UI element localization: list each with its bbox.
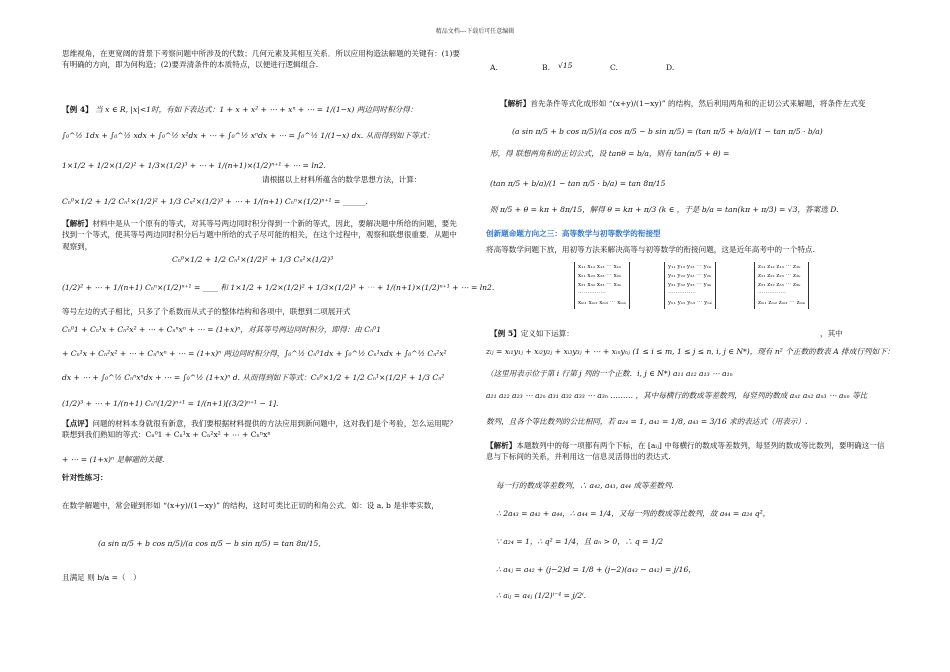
right-solution2-line3: ∴ 2a₄₃ = a₄₂ + a₄₄，∴ a₄₄ = 1/4，又每一列的数成等比数列，故 a₄₄ = a₂₄ q²， xyxy=(496,509,771,518)
practice-line2: (a sin π/5 + b cos π/5)/(a cos π/5 − b sin π/5) = tan 8π/15, xyxy=(98,539,321,548)
solution-line4: 等号左边的式子相比，只多了个系数而从式子的整体结构和各项中，联想到二项展开式 xyxy=(62,307,351,316)
matrix-y-row: y₁₁ y₁₂ y₁₃ ⋯ y₁ₖ xyxy=(668,264,712,270)
example-5-line3: （这里用表示位于第 i 行第 j 列的一个正数．i, j ∈ N*) a₁₁ a₁₂ a₁₃ ⋯ a₁ₙ xyxy=(486,369,733,378)
example-5-line4: a₂₁ a₂₂ a₂₃ ⋯ a₂ₙ a₃₁ a₃₂ a₃₃ ⋯ a₃ₙ ……… ，其中每横行的数成等差数列，每竖列的数成 aₙ₁ aₙ₂ aₙ₃ ⋯ aₙₙ 等比 xyxy=(486,391,868,400)
example-5-text: 定义如下运算： xyxy=(520,329,574,338)
matrix-y-row: ⋯⋯⋯⋯⋯ xyxy=(668,290,696,297)
matrix-x-row: x₃₁ x₃₂ x₃₃ ⋯ x₃ₙ xyxy=(578,281,622,288)
practice-line1: 在数学解题中，常会碰到形如 “(x+y)/(1−xy)” 的结构，这时可类比正切的和角公式．如：设 a, b 是非零实数， xyxy=(62,501,439,510)
right-solution2-block xyxy=(486,440,886,463)
right-solution-line5: 则 π/5 + θ = kπ + 8π/15，解得 θ = kπ + π/3 (k ∈ ，于是 b/a = tan(kπ + π/3) = √3，答案选 D. xyxy=(490,205,839,214)
solution-text: 材料中是从一个原有的等式，对其等号两边同时积分得到一个新的等式，因此，要解决题中所给的问题，要先找到一个等式，使其等号两边同时积分后与题中所给的式子尽可能的相关，在这个过程中，观察和联想很重要．从题中观察到， xyxy=(62,219,457,251)
example-4-line5: Cₙ⁰×1/2 + 1/2 Cₙ¹×(1/2)² + 1/3 Cₙ²×(1/2)³ + ⋯ + 1/(n+1) Cₙⁿ×(1/2)ⁿ⁺¹ = ______. xyxy=(62,197,368,206)
matrix-z xyxy=(754,262,809,309)
section-heading: 创新题命题方向之三：高等数学与初等数学的衔接型 xyxy=(486,229,661,238)
right-solution2-line2: 每一行的数成等差数列，∴ a₄₂, a₄₃, a₄₄ 成等差数列. xyxy=(496,481,674,490)
matrix-z-row: zₘ₁ zₘ₂ zₘ₃ ⋯ zₘₖ xyxy=(758,299,805,306)
example-4-tag: 【例 4】 xyxy=(62,105,93,114)
comment-tag: 【点评】 xyxy=(62,419,93,428)
right-solution2-line6: ∴ aᵢⱼ = a₄ⱼ (1/2)ⁱ⁻⁴ = j/2ⁱ. xyxy=(496,591,587,600)
example-4-line1 xyxy=(62,104,417,115)
right-solution2-line4: ∵ a₂₄ = 1，∴ q² = 1/4，且 aₙ > 0，∴ q = 1/2 xyxy=(496,537,664,546)
comment-text: 问题的材料本身就很有新意，我们要根据材料提供的方法应用到新问题中，这对我们是个考验，怎么运用呢？联想到我们熟知的等式：Cₙ⁰1 + Cₙ¹x + Cₙ²x² + ⋯ + Cₙⁿxⁿ xyxy=(62,419,457,440)
comment-line2: + ⋯ = (1+x)ⁿ 是解题的关键. xyxy=(62,455,165,464)
example-4-line2: ∫₀^½ 1dx + ∫₀^½ xdx + ∫₀^½ x²dx + ⋯ + ∫₀^½ xⁿdx + ⋯ = ∫₀^½ 1/(1−x) dx. 从而得到如下等式： xyxy=(62,131,434,140)
matrix-z-row: z₁₁ z₁₂ z₁₃ ⋯ z₁ₖ xyxy=(758,264,801,270)
right-solution2-tag: 【解析】 xyxy=(486,441,517,450)
right-solution-line3: 形，得 联想两角和的正切公式，设 tanθ = b/a，则有 tan(π/5 + θ) = xyxy=(490,149,730,158)
example-5-line5: 数列，且各个等比数列的公比相同，若 a₂₄ = 1, a₄₂ = 1/8, a₄₃ = 3/16 求的表达式（用表示）. xyxy=(486,417,808,426)
option-d: D. xyxy=(666,63,675,72)
example-4-text: 当 x ∈ R, |x|<1时，有如下表达式：1 + x + x² + ⋯ + xⁿ + ⋯ = 1/(1−x) 两边同时积分得： xyxy=(95,105,418,114)
example-5-tag: 【例 5】 xyxy=(490,329,521,338)
matrix-x-row: xₘ₁ xₘ₂ xₘ₃ ⋯ xₘₙ xyxy=(578,299,627,306)
right-solution2-line5: ∴ a₄ⱼ = a₄₂ + (j−2)d = 1/8 + (j−2)(a₄₃ − a₄₂) = j/16， xyxy=(496,565,696,574)
example-5-line2: zᵢⱼ = xᵢ₁y₁ⱼ + xᵢ₂y₂ⱼ + xᵢ₃y₃ⱼ + ⋯ + xᵢₙyₙⱼ (1 ≤ i ≤ m, 1 ≤ j ≤ n, i, j ∈ N*)，现有 n² 个正数的数表 A 排成行列如下： xyxy=(486,347,895,356)
example-5-line1 xyxy=(490,328,574,339)
page-header: 精品文档---下载后可任意编辑 xyxy=(435,28,515,35)
section-text: 将高等数学问题下放，用初等方法来解决高等与初等数学的衔接问题，这是近年高考中的一个特点. xyxy=(486,245,815,254)
matrix-z-row: z₂₁ z₂₂ z₂₃ ⋯ z₂ₖ xyxy=(758,272,801,279)
solution-line2: Cₙ⁰×1/2 + 1/2 Cₙ¹×(1/2)² + 1/3 Cₙ²×(1/2)³ xyxy=(172,255,334,264)
right-solution-line4: (tan π/5 + b/a)/(1 − tan π/5 · b/a) = tan 8π/15 xyxy=(490,179,666,188)
solution-line8: (1/2)³ + ⋯ + 1/(n+1) Cₙⁿ(1/2)ⁿ⁺¹ = 1/(n+1)[(3/2)ⁿ⁺¹ − 1]. xyxy=(62,399,279,408)
matrix-z-row: ⋯⋯⋯⋯⋯ xyxy=(758,290,786,297)
right-solution-tag: 【解析】 xyxy=(500,99,531,108)
right-solution2-text: 本题数列中的每一项都有两个下标，在 [aᵢⱼ] 中每横行的数成等差数列，每竖列的数成等比数列，要明确这一信息与下标间的关系，并利用这一信息灵活得出的表达式. xyxy=(486,441,885,462)
example-5-line1b: ，其中 xyxy=(820,329,843,338)
solution-line7: dx + ⋯ + ∫₀^½ Cₙⁿxⁿdx + ⋯ = ∫₀^½ (1+x)ⁿ d. 从而得到如下等式：Cₙ⁰×1/2 + 1/2 Cₙ¹×(1/2)² + 1/3 Cₙ² xyxy=(62,373,445,382)
matrix-x xyxy=(574,262,630,309)
solution-line5: Cₙ⁰1 + Cₙ¹x + Cₙ²x² + ⋯ + Cₙⁿxⁿ + ⋯ = (1+x)ⁿ，对其等号两边同时积分，即得：由 Cₙ⁰1 xyxy=(62,325,382,334)
intro-paragraph: 思维视角，在更宽阔的背景下考察问题中所涉及的代数；几何元素及其相互关系．所以应用构造法解题的关键有：(1)要有明确的方向，即为何构造；(2)要弄清条件的本质特点，以便进行逻辑组合. xyxy=(62,49,461,70)
practice-line3: 且满足 则 b/a =（ ） xyxy=(62,573,141,582)
matrix-x-row: ⋯⋯⋯⋯⋯ xyxy=(578,290,606,297)
matrix-z-row: z₃₁ z₃₂ z₃₃ ⋯ z₃ₖ xyxy=(758,281,801,288)
right-solution-line2: (a sin π/5 + b cos π/5)/(a cos π/5 − b sin π/5) = (tan π/5 + b/a)/(1 − tan π/5 · b/a) xyxy=(512,127,823,136)
matrix-y xyxy=(664,262,716,309)
right-solution-text: 首先条件等式化成形如 “(x+y)/(1−xy)” 的结构，然后利用两角和的正切公式来解题，将条件左式变 xyxy=(530,99,866,108)
option-b: B. xyxy=(542,63,550,72)
example-4-line3: 1×1/2 + 1/2×(1/2)² + 1/3×(1/2)³ + ⋯ + 1/(n+1)×(1/2)ⁿ⁺¹ + ⋯ = ln2. xyxy=(62,161,326,170)
option-b-value: √15 xyxy=(558,61,573,70)
matrix-y-row: y₂₁ y₂₂ y₂₃ ⋯ y₂ₖ xyxy=(668,272,712,279)
comment-block xyxy=(62,418,462,441)
solution-tag: 【解析】 xyxy=(62,219,93,228)
example-4-line4: 请根据以上材料所蕴含的数学思想方法，计算： xyxy=(262,175,422,184)
solution-line3: (1/2)² + ⋯ + 1/(n+1) Cₙⁿ×(1/2)ⁿ⁺¹ = ____ 和 1×1/2 + 1/2×(1/2)² + 1/3×(1/2)³ + ⋯ + 1/(n+1)×(1/2)ⁿ⁺¹ + ⋯ = ln2. xyxy=(62,283,495,292)
solution-line6: + Cₙ¹x + Cₙ²x² + ⋯ + Cₙⁿxⁿ + ⋯ = (1+x)ⁿ 两边同时积分得，∫₀^½ Cₙ⁰1dx + ∫₀^½ Cₙ¹xdx + ∫₀^½ Cₙ²x² xyxy=(62,349,447,358)
option-c: C. xyxy=(610,63,618,72)
matrix-x-row: x₂₁ x₂₂ x₂₃ ⋯ x₂ₙ xyxy=(578,272,622,279)
matrix-y-row: yₙ₁ yₙ₂ yₙ₃ ⋯ yₙₖ xyxy=(668,299,712,306)
matrix-x-row: x₁₁ x₁₂ x₁₃ ⋯ x₁ₙ xyxy=(578,264,622,270)
matrix-y-row: y₃₁ y₃₂ y₃₃ ⋯ y₃ₖ xyxy=(668,281,712,288)
practice-heading: 针对性练习： xyxy=(62,473,108,482)
option-a: A. xyxy=(490,63,498,72)
right-solution-line1 xyxy=(500,98,865,109)
solution-block xyxy=(62,218,462,252)
